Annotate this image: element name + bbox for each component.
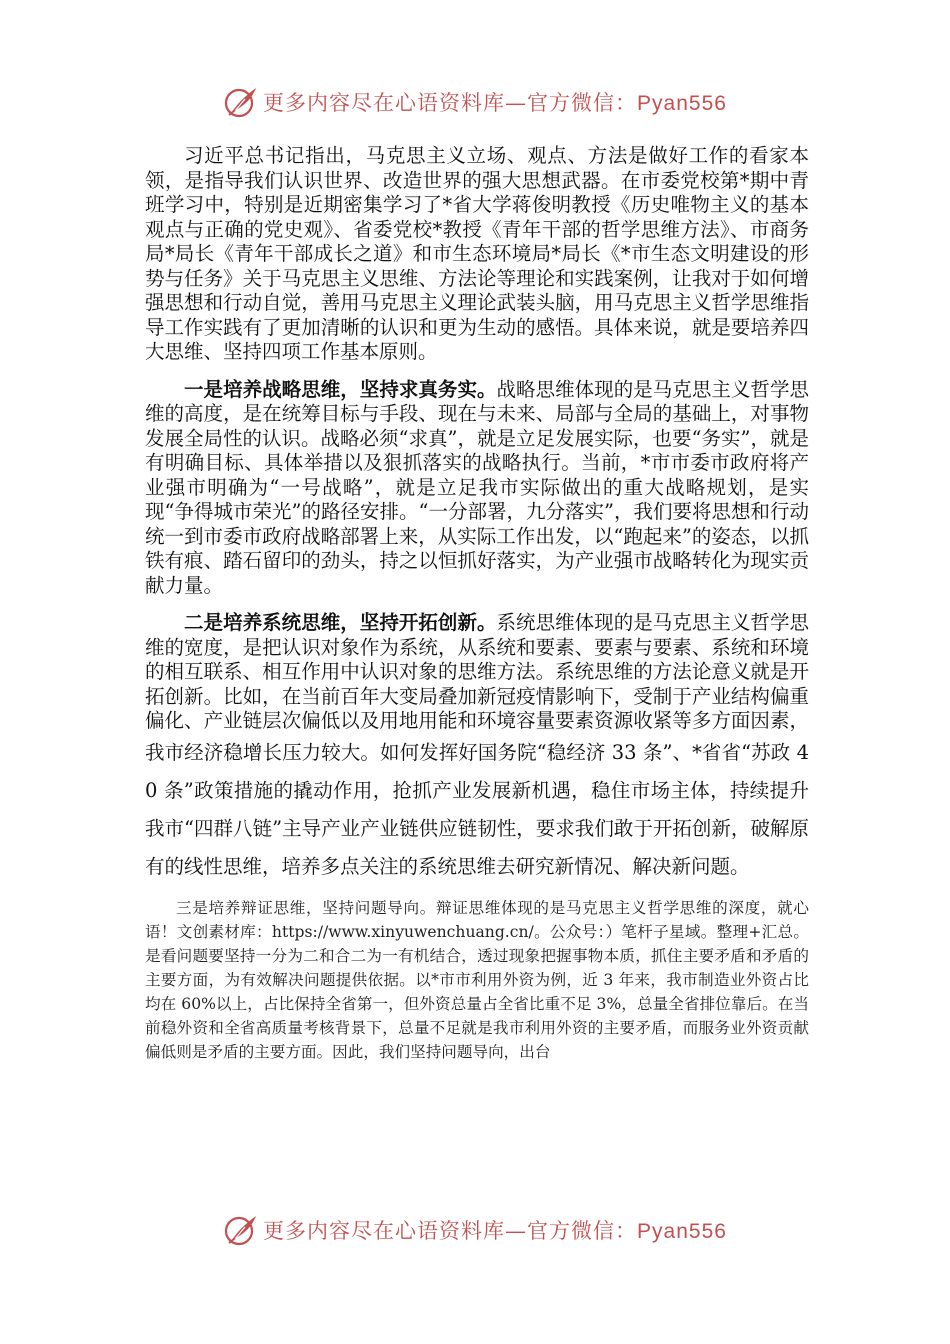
header-banner-wechat-id: Pyan556	[637, 92, 727, 115]
paragraph-heading-strategic: 一是培养战略思维，坚持求真务实。	[184, 377, 497, 401]
paragraph-dialectical-thinking: 三是培养辩证思维，坚持问题导向。辩证思维体现的是马克思主义哲学思维的深度，就心语！文创素材库：https://www.xinyuwenchuang.cn/。公众号：）笔杆子星域。整理+汇总。是看问题要坚持一分为二和合二为一有机结合，透过现象把握事物本质，抓住主要矛盾和矛盾的主要方面，为有效解决问题提供依据。以*市市利用外资为例，近 3 年来，我市制造业外资占比均在 60%以上，占比保持全省第一，但外资总量占全省比重不足 3%，总量全省排位靠后。在当前稳外资和全省高质量考核背景下，总量不足就是我市利用外资的主要矛盾，而服务业外资贡献偏低则是矛盾的主要方面。因此，我们坚持问题导向，出台	[145, 898, 809, 1061]
paragraph-intro: 习近平总书记指出，马克思主义立场、观点、方法是做好工作的看家本领，是指导我们认识世界、改造世界的强大思想武器。在市委党校第*期中青班学习中，特别是近期密集学习了*省大学蒋俊明教授《历史唯物主义的基本观点与正确的党史观》、省委党校*教授《青年干部的哲学思维方法》、市商务局*局长《青年干部成长之道》和市生态环境局*局长《*市生态文明建设的形势与任务》关于马克思主义思维、方法论等理论和实践案例，让我对于如何增强思想和行动自觉，善用马克思主义理论武装头脑，用马克思主义哲学思维指导工作实践有了更加清晰的认识和更为生动的感悟。具体来说，就是要培养四大思维、坚持四项工作基本原则。	[145, 144, 809, 363]
header-banner-text	[263, 87, 727, 117]
paragraph-strategic-thinking	[145, 378, 809, 599]
footer-banner-wechat-id: Pyan556	[637, 1220, 727, 1243]
feather-pen-logo-icon	[223, 1212, 259, 1248]
feather-pen-logo-icon	[223, 84, 259, 120]
document-body	[145, 144, 809, 1064]
header-banner-main: 更多内容尽在心语资料库—官方微信：	[263, 91, 638, 115]
paragraph-text-strategic: 战略思维体现的是马克思主义哲学思维的高度，是在统筹目标与手段、现在与未来、局部与全局的基础上，对事物发展全局性的认识。战略必须“求真”，就是立足发展实际，也要“务实”，就是有明确目标、具体举措以及狠抓落实的战略执行。当前，*市市委市政府将产业强市明确为“一号战略”，就是立足我市实际做出的重大战略规划，是实现“争得城市荣光”的路径安排。“一分部署，九分落实”，我们要将思想和行动统一到市委市政府战略部署上来，从实际工作出发，以“跑起来”的姿态，以抓铁有痕、踏石留印的劲头，持之以恒抓好落实，为产业强市战略转化为现实贡献力量。	[145, 377, 809, 597]
footer-banner[interactable]	[0, 1210, 950, 1250]
paragraph-systems-thinking	[145, 611, 809, 886]
footer-banner-main: 更多内容尽在心语资料库—官方微信：	[263, 1219, 638, 1243]
paragraph-text-systems-b: 大。如何发挥好国务院“稳经济 33 条”、*省省“苏政 40 条”政策措	[145, 740, 809, 802]
header-banner[interactable]	[0, 82, 950, 122]
paragraph-text-systems-c: 施的撬动作用，抢抓产业发展新机遇，稳住市场主体，持续提升我市“四群八链”主导产业产业链供应链韧性，要求我们敢于开拓创新，破解原有的线性思维，培养多点关注的系统思维去研究新情况、解决新问题。	[145, 778, 809, 878]
footer-banner-text	[263, 1215, 727, 1245]
paragraph-text-systems-a: 系统思维体现的是马克思主义哲学思维的宽度，是把认识对象作为系统，从系统和要素、要素与要素、系统和环境的相互联系、相互作用中认识对象的思维方法。系统思维的方法论意义就是开拓创新。比如，在当前百年大变局叠加新冠疫情影响下，受制于产业结构偏重偏化、产业链层次偏低以及用地用能和环境容量要素资源收紧等多方面因素，我市经济稳增长压力较	[145, 611, 809, 764]
paragraph-heading-systems: 二是培养系统思维，坚持开拓创新。	[184, 611, 497, 634]
